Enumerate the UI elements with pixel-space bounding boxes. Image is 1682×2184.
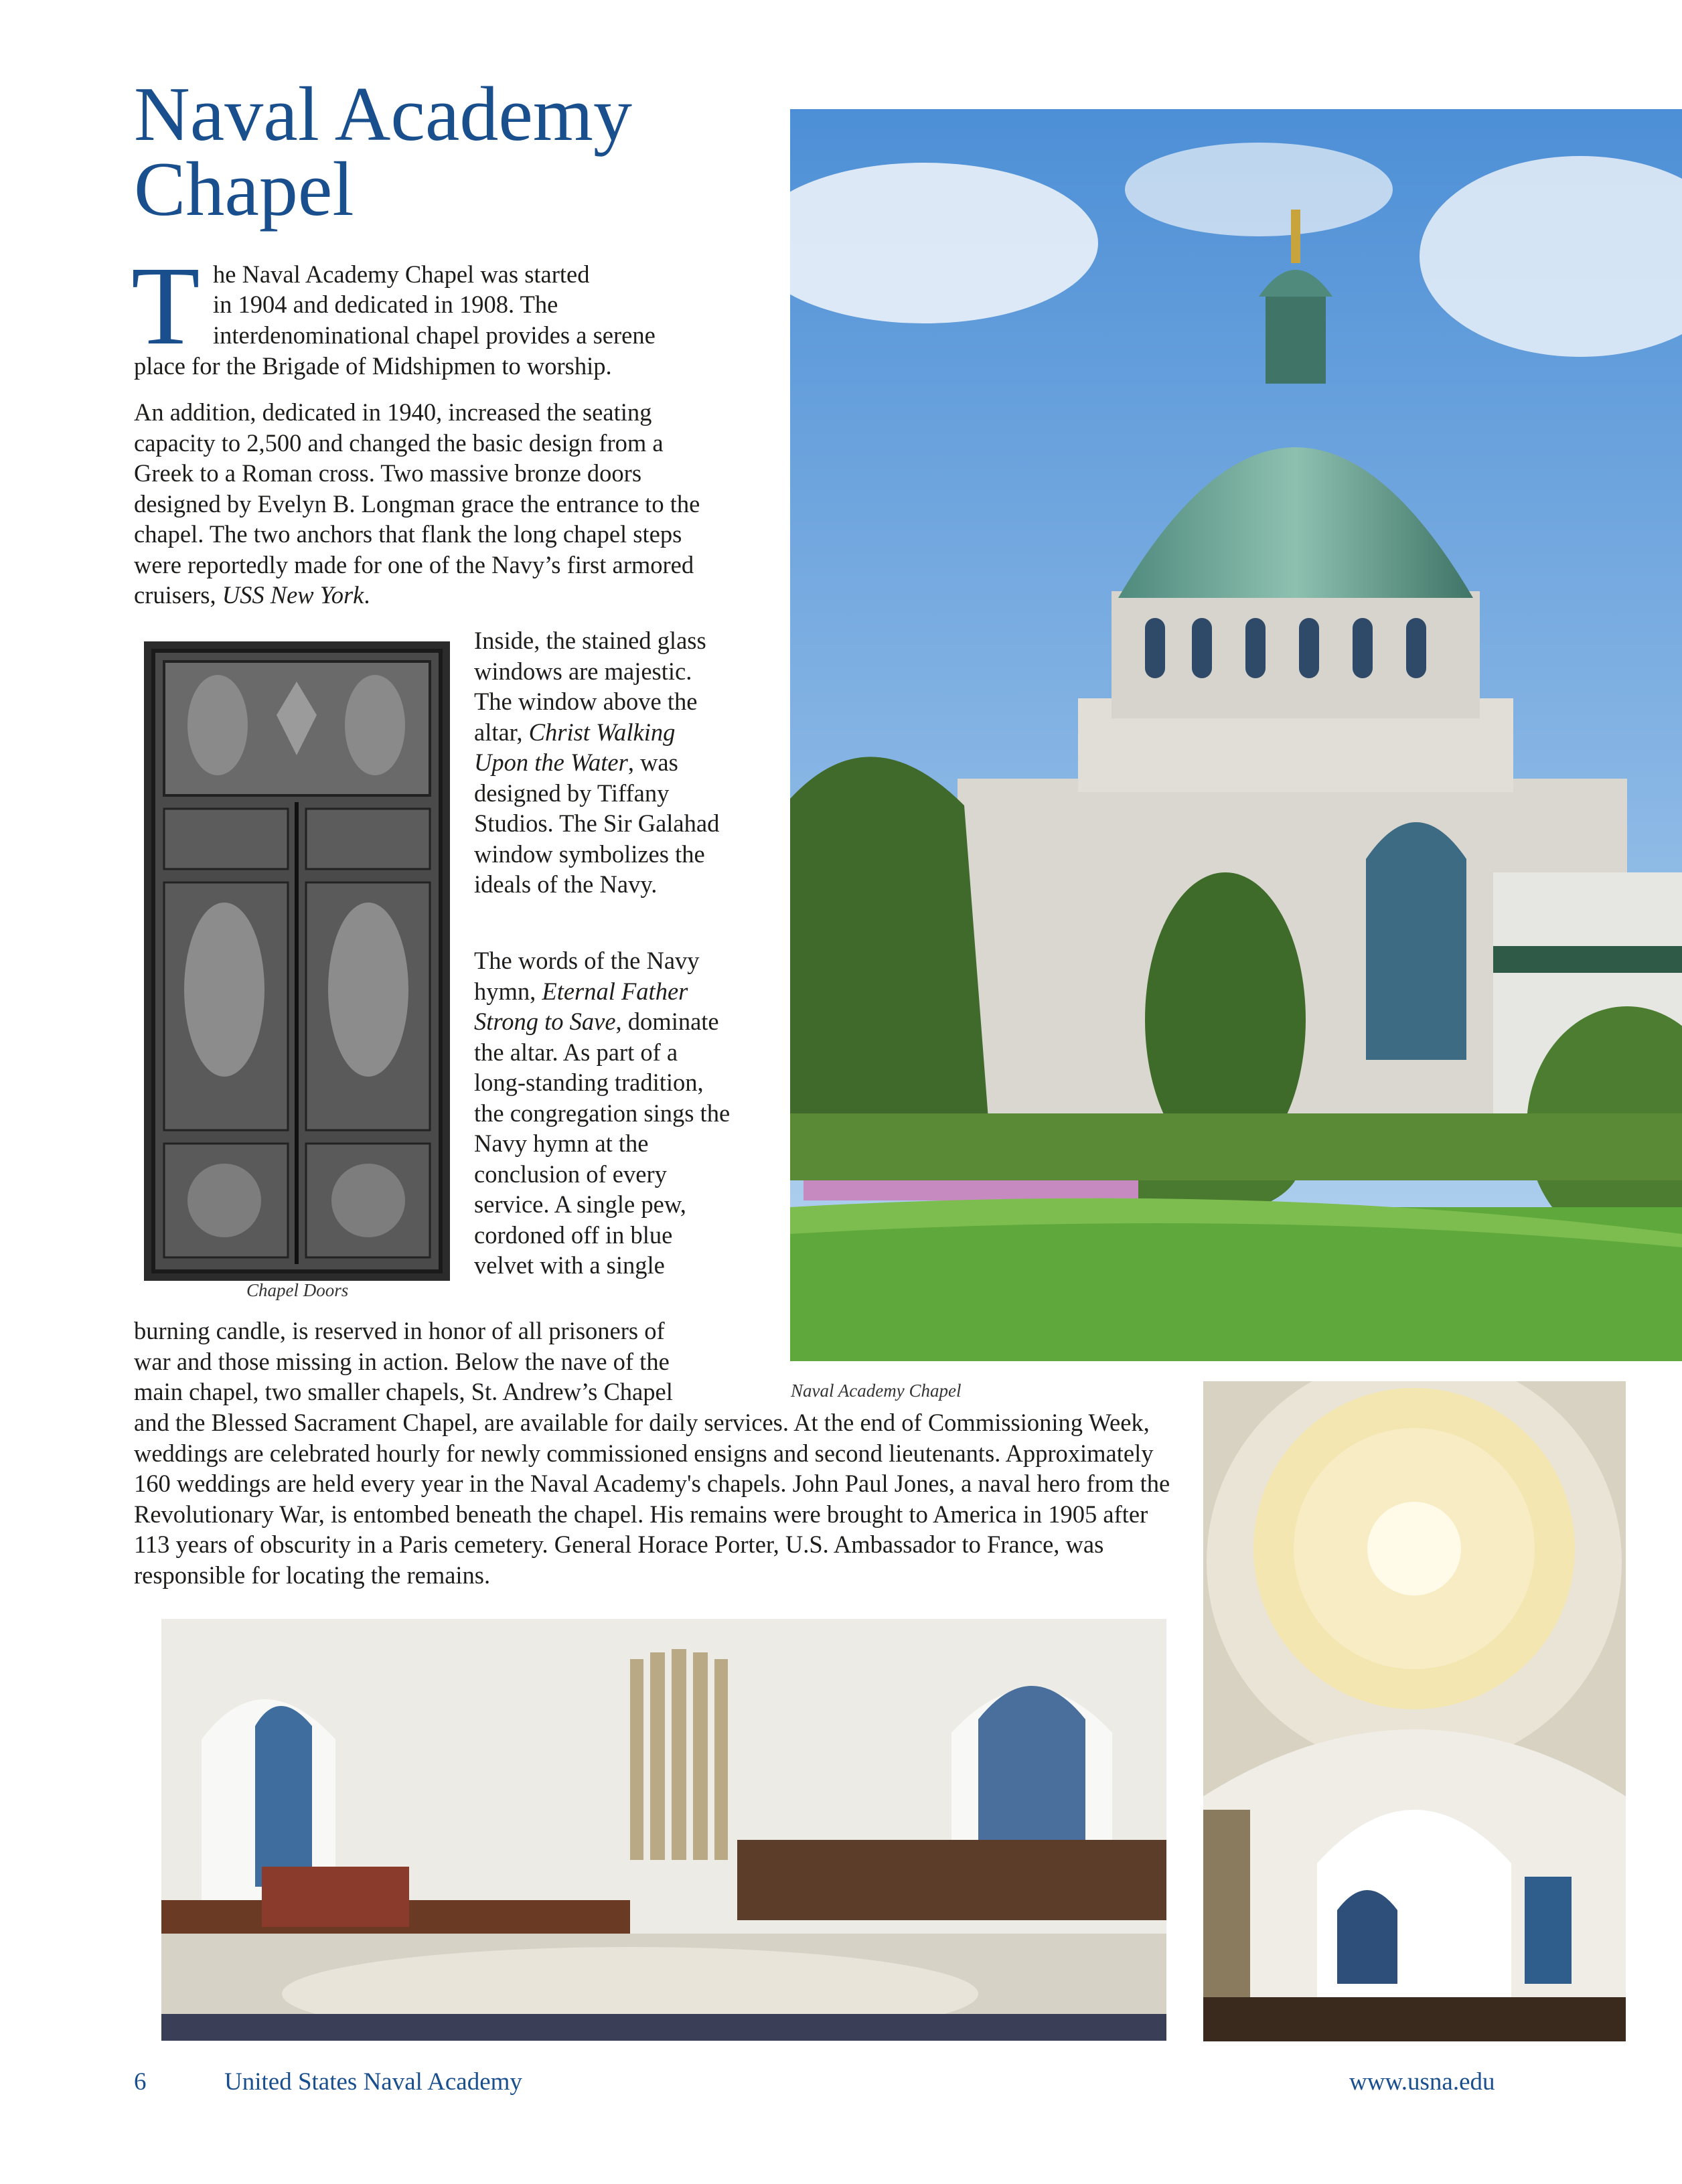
- intro-line: interdenominational chapel provides a serene: [213, 321, 656, 349]
- chapel-doors-photo: [144, 641, 450, 1281]
- paragraph-hymn-line: main chapel, two smaller chapels, St. Andrew’s Chapel: [134, 1378, 673, 1405]
- paragraph-hymn: The words of the Navy hymn, Eternal Father Strong to Save, dominate the altar. As part of a long-standing tradition, the congregation sings the Navy hymn at the conclusion of every service. A single pew, cordoned off in blue velvet with a single: [474, 947, 731, 1279]
- dome-interior-photo: [1203, 1381, 1626, 2041]
- intro-line: place for the Brigade of Midshipmen to worship.: [134, 352, 612, 380]
- page-title: [134, 72, 737, 232]
- drop-cap: T: [131, 244, 200, 368]
- intro-line: in 1904 and dedicated in 1908. The: [213, 291, 558, 318]
- paragraph-hymn-line: burning candle, is reserved in honor of all prisoners of: [134, 1317, 665, 1344]
- caption-chapel-doors: Chapel Doors: [246, 1280, 349, 1300]
- paragraph-addition: An addition, dedicated in 1940, increased the seating capacity to 2,500 and changed the basic design from a Greek to a Roman cross. Two massive bronze doors designed by Evelyn B. Longman grace the entrance to the chapel. The two anchors that flank the long chapel steps were reportedly made for one of the Navy’s first armored cruisers, USS New York.: [134, 398, 700, 609]
- footer-publication: United States Naval Academy: [224, 2068, 522, 2096]
- window-name: Christ Walking Upon the Water: [474, 718, 676, 776]
- intro-line: he Naval Academy Chapel was started: [213, 260, 590, 288]
- page-number: 6: [134, 2068, 147, 2096]
- paragraph-hymn-line: war and those missing in action. Below the nave of the: [134, 1348, 670, 1375]
- footer-url[interactable]: www.usna.edu: [1349, 2068, 1495, 2096]
- nave-interior-photo: [161, 1619, 1166, 2041]
- chapel-exterior-photo: [790, 109, 1682, 1361]
- paragraph-chapels: and the Blessed Sacrament Chapel, are available for daily services. At the end of Commissioning Week, weddings are celebrated hourly for newly commissioned ensigns and second lieutenants. Approximately 160 weddings are held every year in the Naval Academy's chapels. John Paul Jones, a naval hero from the Revolutionary War, is entombed beneath the chapel. His remains were brought to America in 1905 after 113 years of obscurity in a Paris cemetery. General Horace Porter, U.S. Ambassador to France, was responsible for locating the remains.: [134, 1409, 1170, 1589]
- page-title-line1: Naval Academy: [134, 72, 633, 157]
- page-title-line2: Chapel: [134, 147, 354, 232]
- ship-name: USS New York: [222, 581, 364, 609]
- paragraph-windows: Inside, the stained glass windows are majestic. The window above the altar, Christ Walking Upon the Water, was designed by Tiffany Studios. The Sir Galahad window symbolizes the ideals of the Navy.: [474, 627, 720, 898]
- hymn-name: Eternal Father Strong to Save: [474, 977, 688, 1035]
- caption-exterior: Naval Academy Chapel: [791, 1381, 962, 1401]
